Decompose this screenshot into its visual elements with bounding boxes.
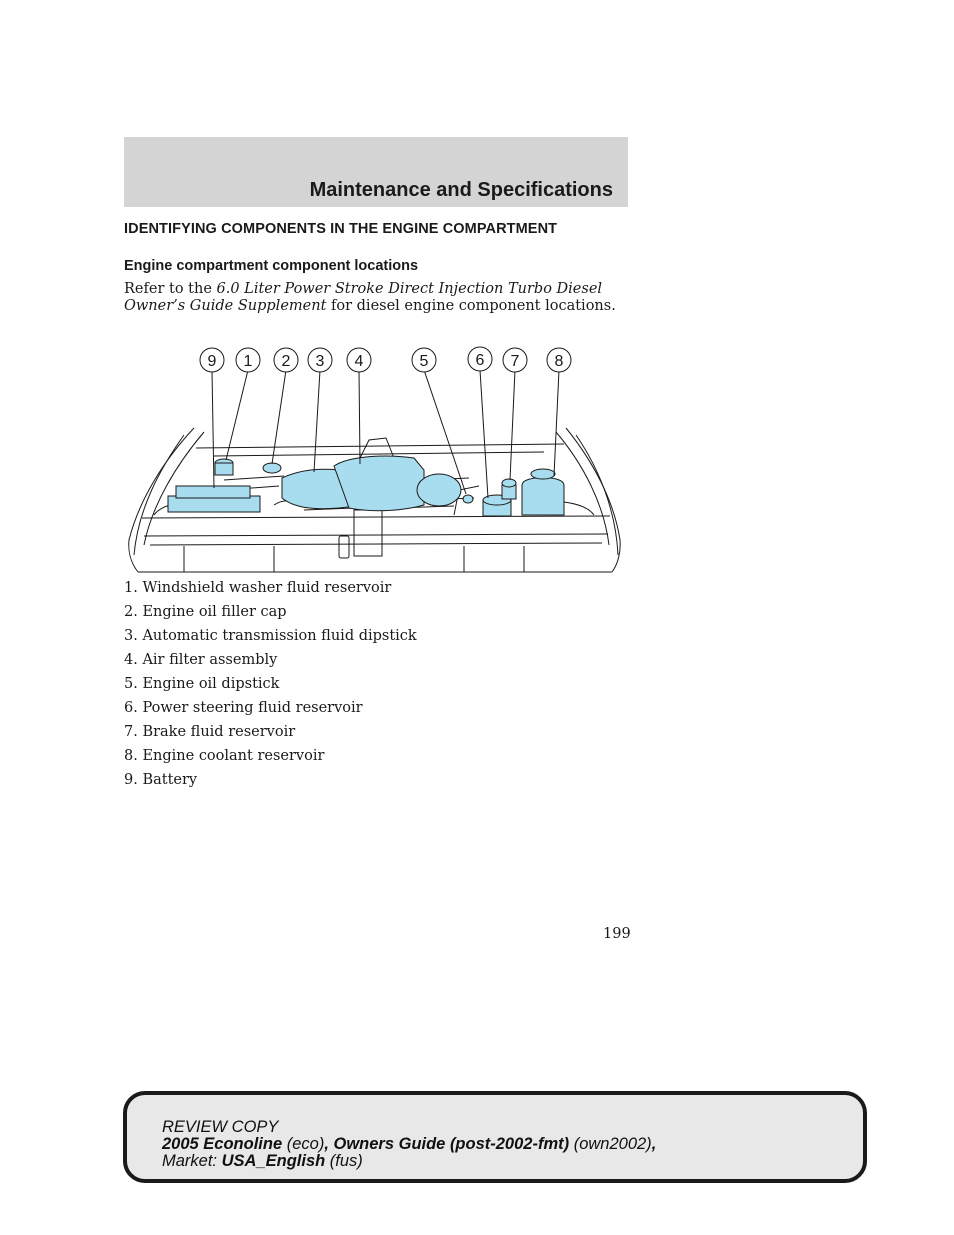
legend-item: 5. Engine oil dipstick: [124, 676, 280, 692]
component-legend: [124, 579, 417, 795]
legend-item: 7. Brake fluid reservoir: [124, 724, 296, 740]
callout-2: [274, 348, 298, 372]
callouts: [200, 347, 571, 372]
oil-dipstick-handle: [463, 495, 473, 503]
callout-1: [236, 348, 260, 372]
section-heading: IDENTIFYING COMPONENTS IN THE ENGINE COMPARTMENT: [124, 221, 558, 237]
review-copy-label: REVIEW COPY: [162, 1118, 279, 1136]
footer-market-label: Market:: [162, 1152, 222, 1170]
footer-market: USA_English: [221, 1152, 326, 1170]
footer-model-code: (eco): [282, 1135, 325, 1153]
legend-item: 3. Automatic transmission fluid dipstick: [124, 628, 417, 644]
footer-model: 2005 Econoline: [162, 1135, 283, 1153]
footer-sep-2: ,: [651, 1135, 657, 1153]
callout-4-label: 4: [354, 353, 364, 370]
supplement-title-part1: 6.0 Liter Power Stroke Direct Injection Turbo Diesel: [216, 281, 603, 297]
legend-item: 9. Battery: [124, 772, 198, 788]
callout-6: [468, 347, 492, 371]
battery-top: [176, 486, 250, 498]
footer-guide-code: (own2002): [569, 1135, 652, 1153]
callout-3-label: 3: [315, 353, 325, 370]
intro-text: Refer to the: [124, 281, 217, 297]
footer-guide-line: [162, 1136, 656, 1153]
coolant-cap: [531, 469, 555, 479]
callout-7: [503, 348, 527, 372]
oil-filler-cap: [263, 463, 281, 473]
supplement-title-part2: Owner’s Guide Supplement: [124, 298, 327, 314]
sub-heading: Engine compartment component locations: [124, 258, 419, 274]
callout-9: [200, 348, 224, 372]
intro-paragraph: [124, 281, 624, 315]
footer-text: [162, 1119, 656, 1170]
callout-4: [347, 348, 371, 372]
intro-line-2: [124, 298, 624, 315]
washer-reservoir: [215, 463, 233, 475]
footer-sep-1: ,: [324, 1135, 334, 1153]
page-number: 199: [603, 926, 631, 942]
legend-item: 4. Air filter assembly: [124, 652, 278, 668]
intro-text-end: for diesel engine component locations.: [326, 298, 616, 314]
engine-compartment-diagram: [124, 340, 628, 576]
legend-item: 8. Engine coolant reservoir: [124, 748, 325, 764]
page-title: Maintenance and Specifications: [309, 179, 613, 201]
callout-5-label: 5: [419, 353, 429, 370]
callout-8-label: 8: [554, 353, 564, 370]
highlighted-components: [168, 456, 564, 516]
footer-market-line: [162, 1153, 656, 1170]
footer-guide: Owners Guide (post-2002-fmt): [333, 1135, 570, 1153]
footer-market-code: (fus): [325, 1152, 363, 1170]
callout-8: [547, 348, 571, 372]
legend-item: 6. Power steering fluid reservoir: [124, 700, 363, 716]
callout-6-label: 6: [475, 352, 485, 369]
air-filter-housing: [334, 456, 424, 511]
callout-5: [412, 348, 436, 372]
coolant-reservoir: [522, 478, 564, 516]
callout-3: [308, 348, 332, 372]
air-filter-canister: [417, 474, 461, 506]
legend-item: 1. Windshield washer fluid reservoir: [124, 580, 392, 596]
legend-item: 2. Engine oil filler cap: [124, 604, 287, 620]
callout-7-label: 7: [510, 353, 520, 370]
brake-fluid-cap: [502, 479, 516, 487]
header-band: [124, 137, 628, 207]
callout-9-label: 9: [207, 353, 217, 370]
intro-line-1: [124, 281, 624, 298]
review-footer: [123, 1091, 867, 1183]
callout-2-label: 2: [281, 353, 291, 370]
callout-1-label: 1: [243, 353, 253, 370]
